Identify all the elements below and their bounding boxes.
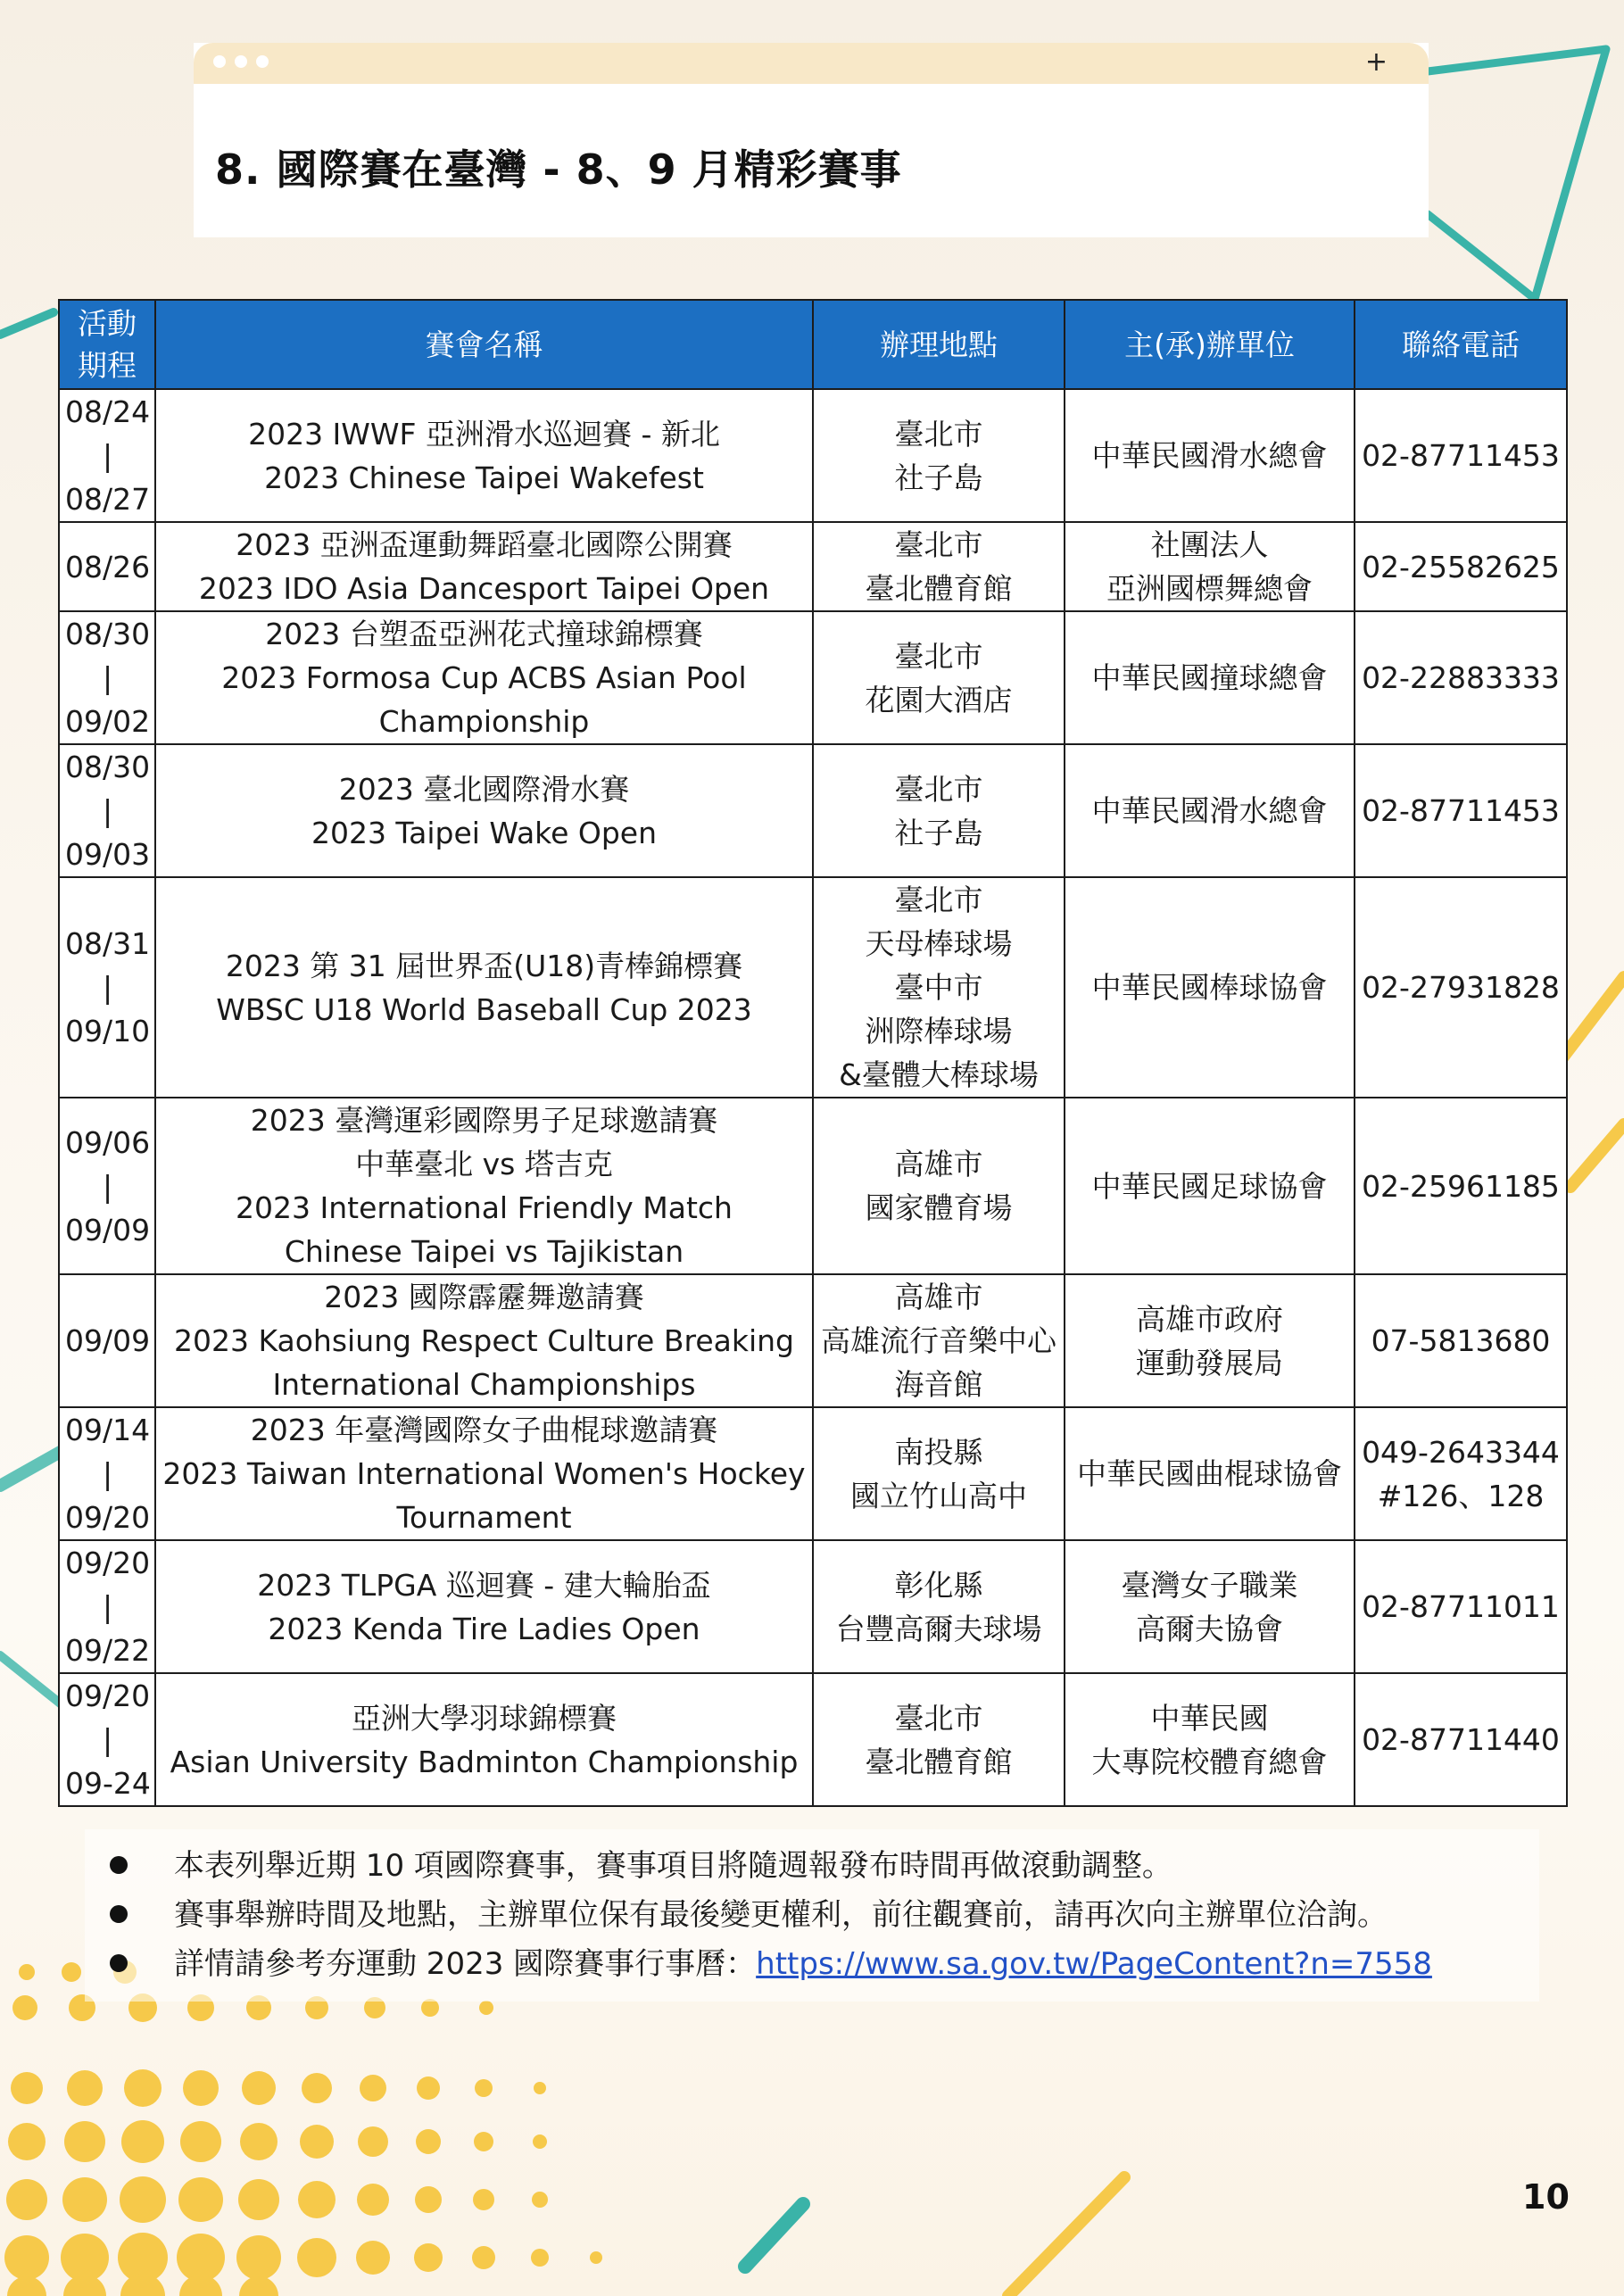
cell-location-line: 臺北市 [894,771,983,807]
cell-date [59,744,155,877]
cell-phone [1355,389,1567,522]
cell-event-name [155,1274,813,1407]
cell-date-line: | [103,970,113,1005]
note-text: 賽事舉辦時間及地點，主辦單位保有最後變更權利，前往觀賽前，請再次向主辦單位洽詢。 [174,1897,1388,1933]
cell-location-line: 台豐高爾夫球場 [835,1611,1042,1646]
cell-location [813,611,1065,744]
cell-event-name-line: 2023 亞洲盃運動舞蹈臺北國際公開賽 [236,527,733,562]
cell-organizer-line: 中華民國撞球總會 [1091,660,1328,695]
cell-organizer [1065,877,1355,1098]
cell-date-line: | [103,793,113,828]
cell-organizer [1065,1407,1355,1540]
cell-organizer-line: 中華民國滑水總會 [1091,793,1328,828]
table-row [59,1274,1567,1407]
cell-phone [1355,877,1567,1098]
cell-location-line: 花園大酒店 [865,682,1013,717]
cell-location-line: 臺北體育館 [865,571,1013,606]
cell-date-line: | [103,1722,113,1757]
table-body [59,389,1567,1806]
cell-location-line: 洲際棒球場 [865,1014,1013,1049]
cell-date [59,522,155,611]
cell-date-line: 08/24 [65,394,151,429]
cell-event-name-line: 2023 台塑盃亞洲花式撞球錦標賽 [265,617,703,651]
cell-date-line: 09/03 [65,837,151,872]
bullet-icon [110,1905,128,1923]
cell-event-name-line: Tournament [396,1500,572,1535]
cell-location-line: 海音館 [894,1367,983,1402]
cell-location-line: 高雄市 [894,1280,983,1314]
cell-event-name [155,877,813,1098]
cell-organizer-line: 高雄市政府 [1136,1301,1283,1337]
cell-phone-line: 02-27931828 [1362,970,1560,1005]
cell-date [59,389,155,522]
yellow-slash-bottom [1008,2177,1124,2296]
cell-location-line: &臺體大棒球場 [839,1057,1039,1092]
cell-organizer [1065,611,1355,744]
yellow-slash-right-2 [1570,1124,1624,1187]
cell-phone [1355,744,1567,877]
window-dots [213,55,269,68]
cell-event-name-line: 2023 第 31 屆世界盃(U18)青棒錦標賽 [225,948,743,983]
cell-location-line: 臺北市 [894,1700,983,1736]
notes-list [85,1842,1539,1989]
cell-event-name-line: 2023 TLPGA 巡迴賽 - 建大輪胎盃 [257,1567,711,1603]
cell-date-line: 08/31 [65,926,151,961]
cell-location-line: 南投縣 [894,1434,983,1470]
cell-event-name [155,1673,813,1806]
cell-date [59,1098,155,1274]
cell-event-name-line: 2023 Taipei Wake Open [311,815,658,850]
cell-location-line: 社子島 [894,460,983,495]
cell-date-line: 08/30 [65,617,151,651]
cell-phone-line: 02-25961185 [1362,1168,1560,1204]
cell-date [59,1407,155,1540]
cell-location-line: 高雄流行音樂中心 [821,1323,1056,1358]
teal-slash-bottom [745,2204,803,2267]
cell-date-line: 08/27 [65,482,151,517]
section-header-card [194,43,1429,237]
cell-organizer-line: 中華民國足球協會 [1091,1168,1328,1204]
cell-location [813,1098,1065,1274]
note-item [85,1842,1539,1891]
header-name: 賽會名稱 [155,300,813,389]
cell-event-name-line: 2023 年臺灣國際女子曲棍球邀請賽 [250,1413,718,1447]
dot-icon [256,55,269,68]
cell-date-line: | [103,438,113,473]
cell-phone [1355,611,1567,744]
cell-phone-line: 049-2643344 [1362,1434,1560,1470]
cell-phone-line: #126、128 [1377,1478,1545,1513]
cell-location-line: 天母棒球場 [865,926,1013,961]
window-title-bar [194,43,1429,84]
cell-phone-line: 02-22883333 [1362,660,1560,695]
cell-event-name-line: 2023 Chinese Taipei Wakefest [264,460,704,495]
cell-organizer-line: 中華民國 [1150,1700,1269,1736]
cell-location-line: 社子島 [894,815,983,850]
cell-date-line: 08/26 [65,549,151,584]
events-table [58,299,1568,1807]
cell-event-name-line: 2023 Formosa Cup ACBS Asian Pool [221,660,747,695]
cell-location-line: 國家體育場 [865,1190,1013,1225]
header-organizer: 主(承)辦單位 [1065,300,1355,389]
cell-event-name [155,389,813,522]
cell-organizer-line: 中華民國曲棍球協會 [1077,1456,1342,1491]
page-title: 8. 國際賽在臺灣 - 8、9 月精彩賽事 [215,145,902,194]
cell-date-line: 09/14 [65,1413,151,1447]
cell-date-line: | [103,1456,113,1491]
notes-panel [85,1829,1539,2002]
cell-phone [1355,522,1567,611]
cell-location-line: 臺北體育館 [865,1744,1013,1779]
teal-triangle-edge [1428,214,1535,299]
cell-location-line: 臺中市 [894,970,983,1005]
cell-organizer [1065,1540,1355,1673]
cell-location-line: 高雄市 [894,1147,983,1181]
cell-date-line: | [103,1168,113,1204]
cell-organizer [1065,522,1355,611]
cell-phone [1355,1274,1567,1407]
table-row [59,877,1567,1098]
cell-organizer-line: 中華民國棒球協會 [1091,970,1328,1005]
cell-event-name-line: 2023 Kaohsiung Respect Culture Breaking [173,1323,794,1358]
cell-organizer-line: 中華民國滑水總會 [1091,438,1328,473]
bullet-icon [110,1954,128,1972]
cell-event-name-line: 2023 臺灣運彩國際男子足球邀請賽 [250,1103,718,1138]
cell-organizer [1065,1274,1355,1407]
table-row [59,1673,1567,1806]
cell-event-name-line: 2023 國際霹靂舞邀請賽 [324,1280,644,1314]
cell-location [813,1540,1065,1673]
cell-organizer-line: 大專院校體育總會 [1091,1744,1328,1779]
cell-phone-line: 02-87711453 [1362,793,1560,828]
cell-organizer [1065,1673,1355,1806]
cell-organizer-line: 亞洲國標舞總會 [1106,571,1313,606]
cell-date-line: | [103,660,113,695]
table-row [59,1540,1567,1673]
table-row [59,522,1567,611]
cell-event-name-line: Asian University Badminton Championship [170,1744,799,1779]
cell-event-name-line: 中華臺北 vs 塔吉克 [355,1147,613,1181]
note-text: 詳情請參考夯運動 2023 國際賽事行事曆： [174,1946,757,1982]
cell-location-line: 彰化縣 [894,1567,983,1603]
cell-phone-line: 02-87711011 [1362,1589,1560,1624]
cell-location [813,877,1065,1098]
cell-date-line: 09/09 [65,1212,151,1247]
cell-organizer [1065,389,1355,522]
cell-date [59,1274,155,1407]
table-header-row [59,300,1567,389]
cell-location [813,744,1065,877]
page-number: 10 [1522,2177,1570,2217]
cell-organizer-line: 運動發展局 [1136,1345,1283,1380]
cell-event-name [155,522,813,611]
header-period: 活動 期程 [59,300,155,389]
cell-organizer-line: 社團法人 [1150,527,1269,562]
cell-date [59,1540,155,1673]
cell-date-line: 09/02 [65,704,151,739]
calendar-link[interactable]: https://www.sa.gov.tw/PageContent?n=7558 [756,1946,1432,1982]
cell-event-name-line: WBSC U18 World Baseball Cup 2023 [216,991,752,1027]
table-row [59,1407,1567,1540]
cell-event-name-line: Championship [378,704,590,739]
cell-organizer-line: 臺灣女子職業 [1121,1567,1298,1603]
cell-date [59,611,155,744]
cell-date-line: 09/22 [65,1633,151,1668]
header-location: 辦理地點 [813,300,1065,389]
cell-date-line: 09/20 [65,1546,151,1580]
cell-location-line: 臺北市 [894,638,983,674]
dot-icon [213,55,226,68]
table-row [59,744,1567,877]
dot-icon [235,55,247,68]
cell-location [813,1407,1065,1540]
cell-phone [1355,1673,1567,1806]
cell-date-line: | [103,1589,113,1624]
cell-event-name-line: 2023 Kenda Tire Ladies Open [268,1611,700,1646]
cell-organizer [1065,1098,1355,1274]
cell-location-line: 臺北市 [894,883,983,917]
cell-date-line: 09/10 [65,1014,151,1049]
cell-location [813,1274,1065,1407]
teal-slash-left-top [0,312,54,335]
cell-event-name-line: 亞洲大學羽球錦標賽 [352,1700,617,1736]
cell-event-name-line: 2023 IDO Asia Dancesport Taipei Open [198,571,770,606]
note-text: 本表列舉近期 10 項國際賽事，賽事項目將隨週報發布時間再做滾動調整。 [174,1848,1172,1884]
cell-date [59,877,155,1098]
table-row [59,389,1567,522]
cell-location [813,1673,1065,1806]
cell-event-name-line: 2023 International Friendly Match [236,1190,733,1225]
header-phone: 聯絡電話 [1355,300,1567,389]
cell-phone [1355,1098,1567,1274]
cell-event-name-line: 2023 臺北國際滑水賽 [338,771,630,807]
cell-event-name [155,1098,813,1274]
cell-location [813,522,1065,611]
cell-date-line: 09/20 [65,1678,151,1713]
cell-phone-line: 02-87711453 [1362,438,1560,473]
cell-event-name-line: 2023 IWWF 亞洲滑水巡迴賽 - 新北 [248,416,720,452]
cell-event-name-line: 2023 Taiwan International Women's Hockey [162,1456,806,1491]
cell-event-name [155,611,813,744]
note-item [85,1940,1539,1989]
cell-event-name [155,1407,813,1540]
cell-organizer [1065,744,1355,877]
bullet-icon [110,1856,128,1874]
cell-event-name-line: International Championships [272,1367,696,1402]
cell-phone-line: 07-5813680 [1371,1323,1551,1358]
cell-phone-line: 02-25582625 [1362,549,1560,584]
cell-organizer-line: 高爾夫協會 [1136,1611,1283,1646]
cell-location-line: 國立竹山高中 [850,1478,1027,1513]
cell-event-name-line: Chinese Taipei vs Tajikistan [284,1234,684,1269]
cell-event-name [155,744,813,877]
cell-date-line: 09-24 [65,1766,151,1801]
cell-location-line: 臺北市 [894,416,983,452]
teal-slash-left-low [0,1655,67,1709]
note-item [85,1891,1539,1940]
cell-event-name [155,1540,813,1673]
cell-date-line: 09/09 [65,1323,151,1358]
cell-date-line: 09/20 [65,1500,151,1535]
plus-icon: + [1364,46,1388,78]
cell-date-line: 09/06 [65,1124,151,1160]
cell-phone [1355,1407,1567,1540]
table-row [59,611,1567,744]
cell-date-line: 08/30 [65,750,151,784]
teal-triangle-decoration [1428,49,1606,299]
cell-date [59,1673,155,1806]
table-row [59,1098,1567,1274]
cell-phone-line: 02-87711440 [1362,1722,1560,1757]
cell-phone [1355,1540,1567,1673]
yellow-dot-pattern [4,1960,602,2296]
cell-location [813,389,1065,522]
cell-location-line: 臺北市 [894,527,983,562]
